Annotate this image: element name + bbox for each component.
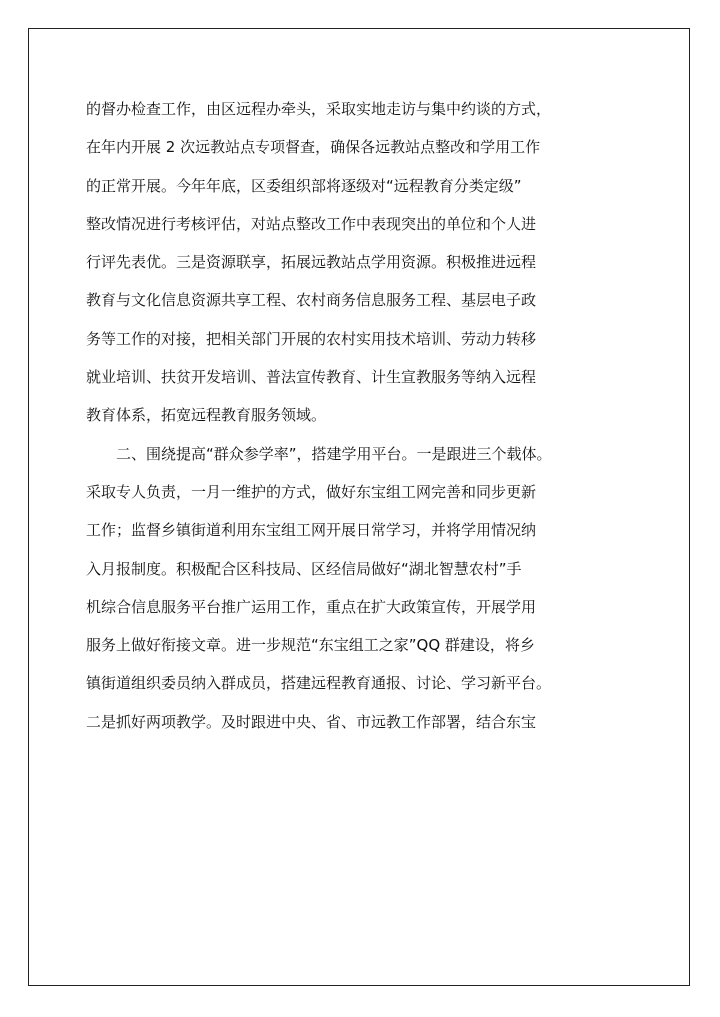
text-line (86, 96, 638, 134)
text-line-content: 服务上做好衔接文章。进一步规范“东宝组工之家”QQ 群建设，将乡 (86, 636, 535, 655)
text-line (86, 326, 638, 364)
text-line (86, 249, 638, 287)
text-line (86, 402, 638, 440)
text-line-content: 入月报制度。积极配合区科技局、区经信局做好“湖北智慧农村”手 (86, 559, 522, 578)
text-line-content: 二、围绕提高“群众参学率”，搭建学用平台。一是跟进三个载体。 (86, 444, 552, 463)
text-line (86, 670, 638, 708)
text-line-content: 镇街道组织委员纳入群成员，搭建远程教育通报、讨论、学习新平台。 (86, 674, 552, 693)
text-line (86, 211, 638, 249)
text-line (86, 594, 638, 632)
text-line (86, 364, 638, 402)
text-line-content: 二是抓好两项教学。及时跟进中央、省、市远教工作部署，结合东宝 (86, 712, 537, 731)
text-line-content: 就业培训、扶贫开发培训、普法宣传教育、计生宣教服务等纳入远程 (86, 368, 537, 387)
document-body (86, 96, 638, 747)
text-line-content: 教育与文化信息资源共享工程、农村商务信息服务工程、基层电子政 (86, 291, 537, 310)
text-line (86, 173, 638, 211)
text-line-content: 机综合信息服务平台推广运用工作，重点在扩大政策宣传，开展学用 (86, 597, 537, 616)
text-line-content: 工作；监督乡镇街道利用东宝组工网开展日常学习，并将学用情况纳 (86, 521, 537, 540)
text-line (86, 441, 638, 479)
text-line (86, 556, 638, 594)
text-line-content: 采取专人负责，一月一维护的方式，做好东宝组工网完善和同步更新 (86, 482, 537, 501)
text-line-content: 教育体系，拓宽远程教育服务领域。 (86, 406, 327, 425)
text-line (86, 632, 638, 670)
text-line-content: 务等工作的对接，把相关部门开展的农村实用技术培训、劳动力转移 (86, 329, 537, 348)
text-line (86, 517, 638, 555)
text-line (86, 134, 638, 172)
text-line (86, 709, 638, 747)
text-line-content: 整改情况进行考核评估，对站点整改工作中表现突出的单位和个人进 (86, 214, 537, 233)
text-line (86, 479, 638, 517)
text-line-content: 行评先表优。三是资源联享，拓展远教站点学用资源。积极推进远程 (86, 253, 537, 272)
text-line (86, 287, 638, 325)
text-line-content: 的督办检查工作，由区远程办牵头，采取实地走访与集中约谈的方式， (86, 100, 552, 118)
text-line-content: 的正常开展。今年年底，区委组织部将逐级对“远程教育分类定级” (86, 176, 522, 195)
text-line-content: 在年内开展 2 次远教站点专项督查，确保各远教站点整改和学用工作 (86, 138, 541, 157)
